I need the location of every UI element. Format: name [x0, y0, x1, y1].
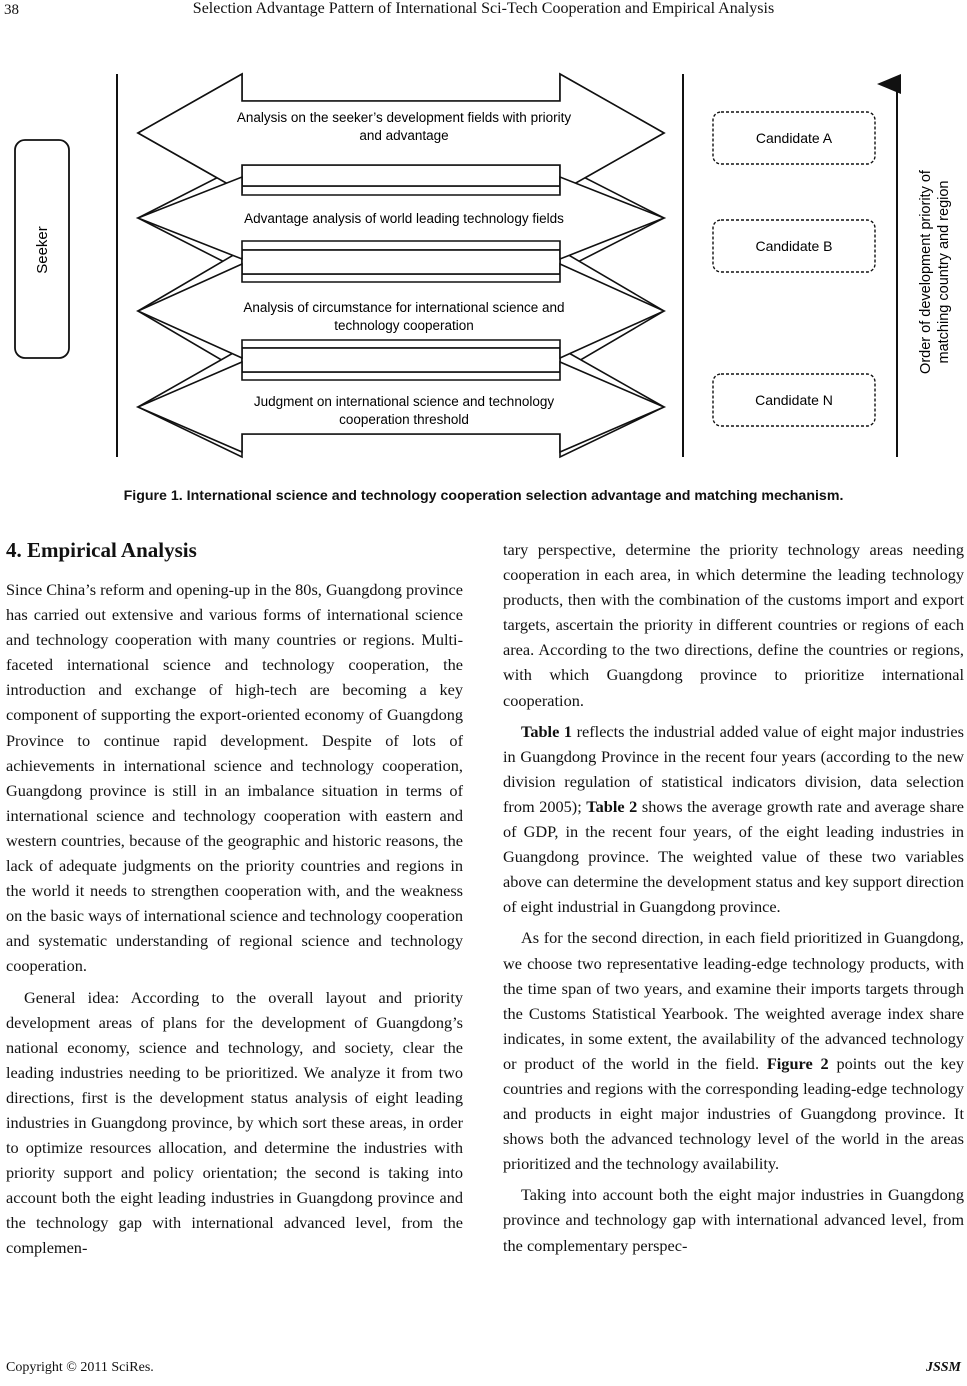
journal-abbrev: JSSM — [925, 1360, 961, 1375]
candidate-b-label: Candidate B — [755, 238, 833, 254]
axis-label-line-2: matching country and region — [936, 180, 952, 364]
paragraph: General idea: According to the overall layout and priority development areas of plans for the development of Guangdong’s national economy, science and technology, and society, clear the leading industries needing to be prioritized. We analyze it from two directions, first is the development status analysis of eight leading industries in Guangdong province, by which sort these areas, in order to optimize resources allocation, and determine the industries with priority support and policy orientation; the second is taking into account both the eight leading industries in Guangdong province and the technology gap with international advanced level, from the complemen- — [6, 987, 463, 1258]
arrow-2-label: Advantage analysis of world leading technology fields — [244, 211, 564, 226]
running-header — [0, 0, 967, 24]
paragraph-text: As for the second direction, in each field prioritized in Guangdong, we choose two representative leading-edge technology products, with the time span of two years, and examine their imports targets through the Customs Statistical Yearbook. The weighted average index share indicates, in some extent, the availability of the advanced technology or product of the world in the field. — [503, 928, 964, 1073]
table-2-ref[interactable]: Table 2 — [586, 796, 638, 816]
section-heading: 4. Empirical Analysis — [6, 538, 197, 562]
figure-caption: Figure 1. International science and technology cooperation selection advantage and matching mechanism. — [123, 488, 844, 504]
figure-1-diagram — [0, 62, 967, 467]
connector-rect-3 — [242, 348, 560, 372]
paragraph-table-refs — [503, 719, 964, 920]
page-footer — [0, 1360, 967, 1384]
paragraph-text: points out the key countries and regions with the corresponding leading-edge technology and products in eight major industries of Guangdong province. It shows both the advanced technology level of the world in the areas prioritized and the technology availability. — [503, 1053, 964, 1174]
running-title: Selection Advantage Pattern of International Sci-Tech Cooperation and Empirical Analysis — [192, 0, 775, 17]
paragraph: Taking into account both the eight major industries in Guangdong province and technology gap with international advanced level, from the complementary perspec- — [503, 1185, 964, 1255]
arrow-1-label-line-1: Analysis on the seeker’s development fields with priority — [236, 110, 572, 125]
axis-label-line-1: Order of development priority of — [918, 170, 934, 374]
right-column — [503, 537, 964, 1264]
copyright-text: Copyright © 2011 SciRes. — [6, 1360, 154, 1375]
arrow-4-label-line-2: cooperation threshold — [339, 412, 469, 427]
paragraph: Since China’s reform and opening-up in the 80s, Guangdong province has carried out extensive and various forms of international science and technology cooperation with many countries or regions. Multi-faceted international science and technology cooperation, the introduction and exchange of high-tech are becoming a key component of supporting the export-oriented economy of Guangdong Province to continue rapid development. Despite of lots of achievements in international science and technology cooperation, Guangdong province is still in an imbalance situation in terms of international science and technology cooperation with eastern and western countries, because of the geographic and historic reasons, the lack of adequate judgments on the priority countries and regions in the world it needs to strengthen cooperation with, and the weakness on the basic ways of international science and technology cooperation and systematic understanding of regional science and technology cooperation. — [6, 580, 463, 976]
seeker-label: Seeker — [34, 226, 51, 274]
paragraph-text: shows the average growth rate and average share of GDP, in the recent four years, of the eight leading industries in Guangdong province. The weighted value of these two variables above can determine the development status and key support direction of eight industrial in Guangdong province. — [503, 796, 964, 917]
left-column — [6, 577, 463, 1267]
arrow-3-label-line-1: Analysis of circumstance for international science and — [243, 300, 565, 315]
figure-2-ref[interactable]: Figure 2 — [766, 1053, 829, 1073]
connector-rect-1 — [242, 165, 560, 186]
paragraph: tary perspective, determine the priority technology areas needing cooperation in each area, in which determine the leading technology products, then with the combination of the customs import and export targets, ascertain the priority in different countries or regions of each area. According to the two directions, define the countries or regions, with which Guangdong province to prioritize international cooperation. — [503, 540, 964, 710]
arrow-3-label-line-2: technology cooperation — [334, 318, 474, 333]
arrow-1-label-line-2: and advantage — [359, 128, 449, 143]
paragraph-figure-ref — [503, 925, 964, 1176]
paragraph-text: reflects the industrial added value of eight major industries in Guangdong Province in the recent four years (according to the new division regulation of statistical indicators division, data selection from 2005); — [503, 721, 964, 816]
candidate-a-label: Candidate A — [755, 130, 833, 146]
table-1-ref[interactable]: Table 1 — [521, 721, 573, 741]
connector-rect-2 — [242, 250, 560, 274]
candidate-n-label: Candidate N — [755, 392, 833, 408]
arrow-4-label-line-1: Judgment on international science and technology — [253, 394, 555, 409]
page-number: 38 — [4, 2, 19, 18]
